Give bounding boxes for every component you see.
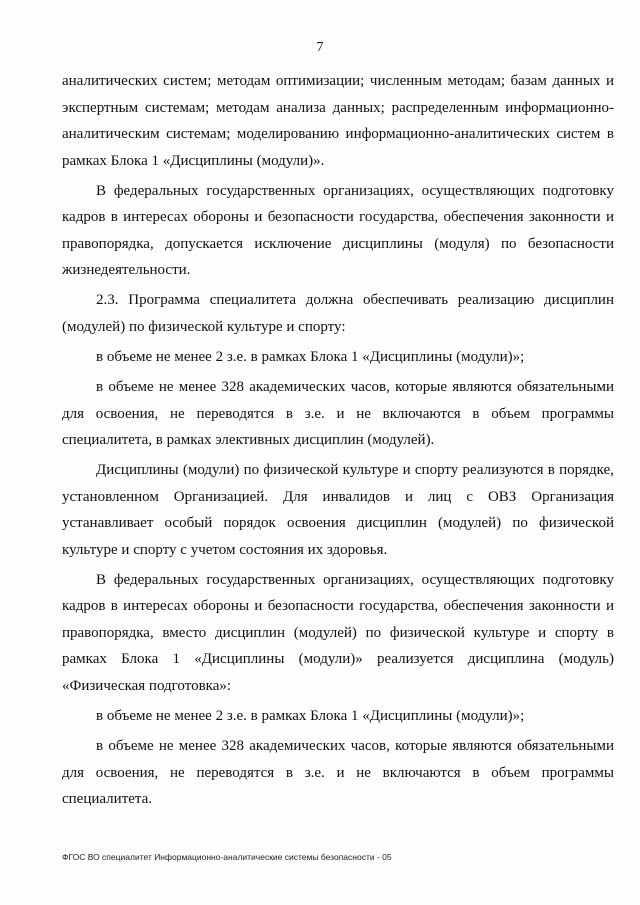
paragraph-7: В федеральных государственных организациях, осуществляющих подготовку кадров в интересах обороны и безопасности государства, обеспечения законности и правопорядка, вместо дисциплин (модулей) по физической культуре и спорту в рамках Блока 1 «Дисциплины (модули)» реализуется дисциплина (модуль) «Физическая подготовка»: [62, 571, 614, 695]
paragraph-8: в объеме не менее 2 з.е. в рамках Блока 1 «Дисциплины (модули)»; [96, 708, 525, 725]
paragraph-9: в объеме не менее 328 академических часов, которые являются обязательными для освоения, не переводятся в з.е. и не включаются в объем программы специалитета. [62, 738, 614, 808]
page-number: 7 [316, 40, 324, 55]
page-footer: ФГОС ВО специалитет Информационно-аналитические системы безопасности - 05 [62, 852, 392, 862]
paragraph-6: Дисциплины (модули) по физической культуре и спорту реализуются в порядке, установленном Организацией. Для инвалидов и лиц с ОВЗ Организация устанавливает особый порядок освоения дисциплин (модулей) по физической культуре и спорту с учетом состояния их здоровья. [62, 462, 614, 558]
paragraph-1: аналитических систем; методам оптимизации; численным методам; базам данных и экспертным системам; методам анализа данных; распределенным информационно-аналитическим системам; моделированию информационно-аналитических систем в рамках Блока 1 «Дисциплины (модули)». [62, 73, 614, 169]
paragraph-5: в объеме не менее 328 академических часов, которые являются обязательными для освоения, не переводятся в з.е. и не включаются в объем программы специалитета, в рамках элективных дисциплин (модулей). [62, 379, 614, 449]
paragraph-2: В федеральных государственных организациях, осуществляющих подготовку кадров в интересах обороны и безопасности государства, обеспечения законности и правопорядка, допускается исключение дисциплины (модуля) по безопасности жизнедеятельности. [62, 182, 614, 279]
body-text [62, 68, 614, 813]
paragraph-3: 2.3. Программа специалитета должна обеспечивать реализацию дисциплин (модулей) по физической культуре и спорту: [62, 292, 614, 335]
paragraph-4: в объеме не менее 2 з.е. в рамках Блока 1 «Дисциплины (модули)»; [96, 348, 525, 365]
